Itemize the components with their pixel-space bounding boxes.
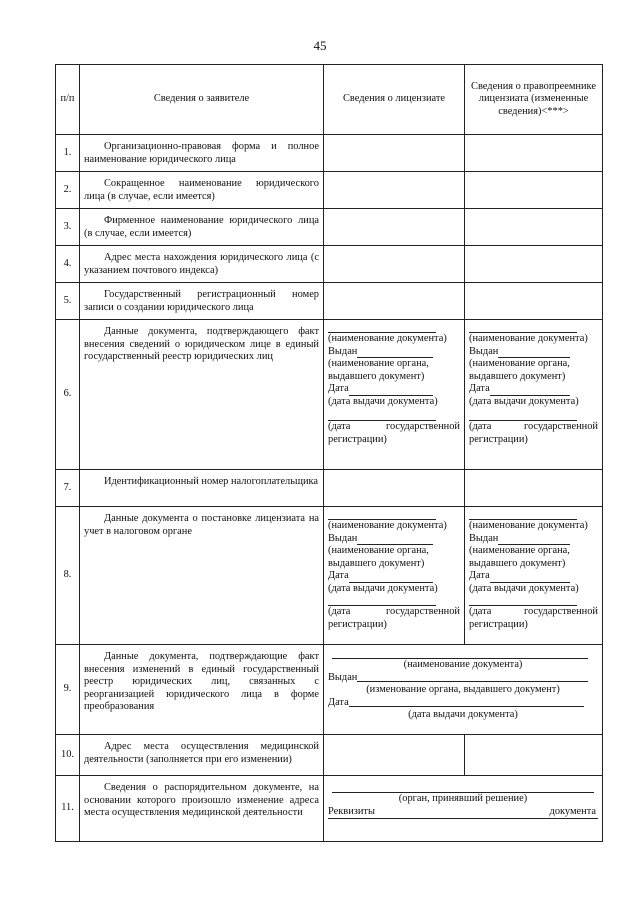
header-licensee: Сведения о лицензиате xyxy=(324,65,465,135)
table-row xyxy=(56,645,603,735)
row-number: 4. xyxy=(56,246,80,283)
row-description: Государственный регистрационный номер записи о создании юридического лица xyxy=(80,283,324,320)
licensee-field[interactable] xyxy=(324,246,465,283)
table-row xyxy=(56,246,603,283)
row-number: 10. xyxy=(56,735,80,776)
date-label: Дата xyxy=(469,570,490,581)
date-label: Дата xyxy=(328,383,349,394)
issued-line[interactable] xyxy=(498,348,570,358)
date-field xyxy=(328,570,460,583)
reg-state-word: государственной xyxy=(523,606,598,617)
table-row xyxy=(56,209,603,246)
row-description: Адрес места осуществления медицинской деятельности (заполняется при его изменении) xyxy=(80,735,324,776)
reg-date-word: (дата xyxy=(328,421,351,432)
table-row xyxy=(56,776,603,842)
licensee-field[interactable] xyxy=(324,283,465,320)
reg-date-word: (дата xyxy=(469,606,492,617)
row-number: 11. xyxy=(56,776,80,842)
row-description: Организационно-правовая форма и полное наименование юридического лица xyxy=(80,135,324,172)
doc-name-label: (наименование документа) xyxy=(469,520,588,531)
successor-field[interactable] xyxy=(465,283,603,320)
reg-date-label-row xyxy=(328,606,460,619)
licensee-field[interactable] xyxy=(324,172,465,209)
table-row xyxy=(56,735,603,776)
doc-name-label: (наименование документа) xyxy=(469,333,588,344)
issuer-label: (изменование органа, выдавшего документ) xyxy=(366,684,560,695)
reg-date-word: (дата xyxy=(469,421,492,432)
requisites-field[interactable] xyxy=(328,806,598,820)
table-row xyxy=(56,320,603,470)
row-description: Фирменное наименование юридического лица (в случае, если имеется) xyxy=(80,209,324,246)
row-number: 2. xyxy=(56,172,80,209)
date-field xyxy=(469,383,598,396)
issued-field xyxy=(469,533,598,546)
successor-field[interactable] xyxy=(465,735,603,776)
header-successor: Сведения о правопреемнике лицензиата (измененные сведения)<***> xyxy=(465,65,603,135)
table-header-row xyxy=(56,65,603,135)
successor-field[interactable] xyxy=(465,246,603,283)
reg-registration-word: регистрации) xyxy=(469,433,528,445)
issued-field xyxy=(328,533,460,546)
issued-line[interactable] xyxy=(357,535,433,545)
requisites-label: Реквизиты xyxy=(328,805,375,817)
issued-label: Выдан xyxy=(469,345,499,357)
reg-date-label-row xyxy=(328,421,460,434)
table-row xyxy=(56,283,603,320)
row-number: 3. xyxy=(56,209,80,246)
organ-label: (орган, принявший решение) xyxy=(398,793,528,804)
issued-field xyxy=(328,672,598,685)
issued-field xyxy=(469,346,598,359)
doc-name-label: (наименование документа) xyxy=(328,333,447,344)
reg-state-word: государственной xyxy=(385,421,460,432)
date-label: Дата xyxy=(469,383,490,394)
licensee-field[interactable] xyxy=(324,135,465,172)
header-num: п/п xyxy=(56,65,80,135)
successor-field[interactable] xyxy=(465,470,603,507)
date-line[interactable] xyxy=(490,573,570,583)
licensee-doc-block[interactable] xyxy=(324,507,465,645)
row-number: 9. xyxy=(56,645,80,735)
date-issue-label: (дата выдачи документа) xyxy=(469,582,579,594)
row-number: 7. xyxy=(56,470,80,507)
row-number: 1. xyxy=(56,135,80,172)
reg-date-label-row xyxy=(469,606,598,619)
date-field xyxy=(469,570,598,583)
row-description: Идентификационный номер налогоплательщика xyxy=(80,470,324,507)
date-line[interactable] xyxy=(490,386,570,396)
licensee-field[interactable] xyxy=(324,209,465,246)
decision-doc-block[interactable] xyxy=(324,776,603,842)
row-number: 5. xyxy=(56,283,80,320)
issued-line[interactable] xyxy=(357,672,588,682)
date-label: Дата xyxy=(328,570,349,581)
table-row xyxy=(56,135,603,172)
date-line[interactable] xyxy=(349,386,433,396)
issuer-label: (наименование органа, выдавшего документ) xyxy=(328,545,429,569)
page-number: 45 xyxy=(313,38,327,53)
doc-name-label: (наименование документа) xyxy=(328,520,447,531)
issuer-label: (наименование органа, выдавшего документ) xyxy=(469,545,570,569)
table-row xyxy=(56,470,603,507)
doc-name-label: (наименование документа) xyxy=(403,659,523,670)
row-description: Данные документа о постановке лицензиата на учет в налоговом органе xyxy=(80,507,324,645)
row-description: Сокращенное наименование юридического лица (в случае, если имеется) xyxy=(80,172,324,209)
document-label: документа xyxy=(549,805,596,817)
header-applicant: Сведения о заявителе xyxy=(80,65,324,135)
date-line[interactable] xyxy=(349,697,584,707)
date-line[interactable] xyxy=(349,573,433,583)
row-number: 6. xyxy=(56,320,80,470)
reg-registration-word: регистрации) xyxy=(328,618,387,630)
issuer-label: (наименование органа, выдавшего документ) xyxy=(469,358,570,382)
table-row xyxy=(56,172,603,209)
reg-registration-word: регистрации) xyxy=(469,618,528,630)
licensee-field[interactable] xyxy=(324,735,465,776)
issued-label: Выдан xyxy=(328,532,358,544)
successor-field[interactable] xyxy=(465,172,603,209)
issued-label: Выдан xyxy=(328,345,358,357)
date-issue-label: (дата выдачи документа) xyxy=(328,582,438,594)
doc-name-line[interactable] xyxy=(332,648,588,659)
issued-line[interactable] xyxy=(498,535,570,545)
date-issue-label: (дата выдачи документа) xyxy=(469,395,579,407)
reg-date-word: (дата xyxy=(328,606,351,617)
row-description: Сведения о распорядительном документе, на основании которого произошло изменение адреса места осуществления медицинской деятельности xyxy=(80,776,324,842)
successor-doc-block[interactable] xyxy=(465,507,603,645)
row-description: Данные документа, подтверждающего факт внесения сведений о юридическом лице в единый государственный реестр юридических лиц xyxy=(80,320,324,470)
row-number: 8. xyxy=(56,507,80,645)
date-issue-label: (дата выдачи документа) xyxy=(328,395,438,407)
issued-field xyxy=(328,346,460,359)
row-description: Адрес места нахождения юридического лица (с указанием почтового индекса) xyxy=(80,246,324,283)
reg-state-word: государственной xyxy=(385,606,460,617)
date-label: Дата xyxy=(328,696,349,708)
issued-line[interactable] xyxy=(357,348,433,358)
date-issue-label: (дата выдачи документа) xyxy=(408,709,518,720)
table-row xyxy=(56,507,603,645)
date-field xyxy=(328,383,460,396)
reg-registration-word: регистрации) xyxy=(328,433,387,445)
issued-label: Выдан xyxy=(328,671,358,683)
licensee-doc-block[interactable] xyxy=(324,320,465,470)
reg-state-word: государственной xyxy=(523,421,598,432)
row-description: Данные документа, подтверждающие факт внесения изменений в единый государственный реестр юридических лиц, связанных с реорганизацией юридического лица в форме преобразования xyxy=(80,645,324,735)
licensee-field[interactable] xyxy=(324,470,465,507)
successor-doc-block[interactable] xyxy=(465,320,603,470)
issuer-label: (наименование органа, выдавшего документ) xyxy=(328,358,429,382)
date-field xyxy=(328,697,598,710)
successor-field[interactable] xyxy=(465,135,603,172)
successor-field[interactable] xyxy=(465,209,603,246)
issued-label: Выдан xyxy=(469,532,499,544)
reorganization-doc-block[interactable] xyxy=(324,645,603,735)
application-form-table xyxy=(55,64,603,842)
reg-date-label-row xyxy=(469,421,598,434)
